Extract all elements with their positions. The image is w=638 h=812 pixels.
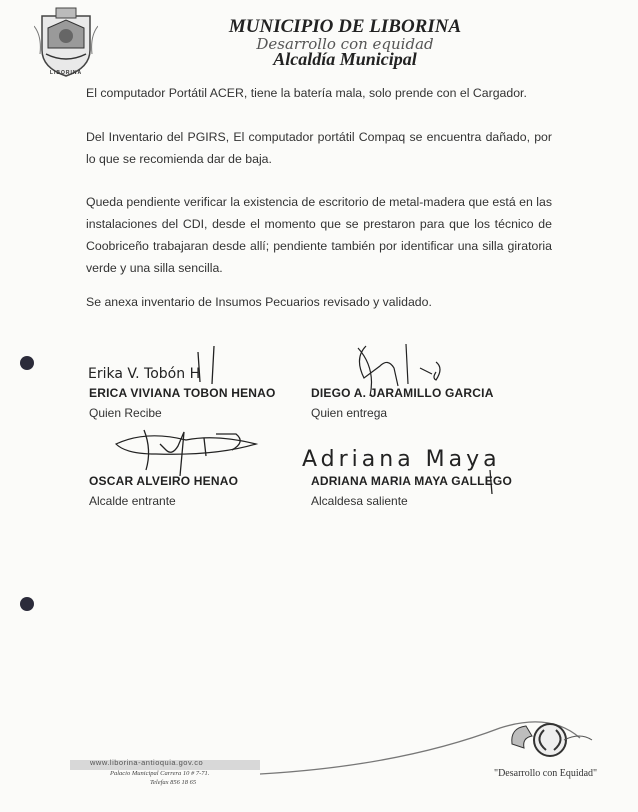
signature-role-erica: Quien Recibe (89, 406, 162, 420)
punch-hole-icon (20, 597, 34, 611)
paragraph-4: Se anexa inventario de Insumos Pecuarios revisado y validado. (86, 295, 432, 309)
signature-oscar-scribble (86, 420, 276, 480)
handwriting-adriana: Adriana Maya (302, 447, 501, 472)
signature-role-diego: Quien entrega (311, 406, 388, 420)
signature-name-erica: ERICA VIVIANA TOBON HENAO (89, 386, 276, 400)
header-slogan: Desarrollo con equidad (256, 35, 434, 53)
paragraph-2: Del Inventario del PGIRS, El computador portátil Compaq se encuentra dañado, por lo que se recomienda dar de baja. (86, 130, 552, 166)
signature-role-oscar: Alcalde entrante (89, 494, 176, 508)
municipal-crest-icon (34, 6, 98, 78)
footer-phone: Telefax 856 18 65 (150, 779, 197, 786)
handwriting-erica: Erika V. Tobón H (88, 366, 201, 382)
punch-hole-icon (20, 356, 34, 370)
signature-erica-scribble (88, 342, 288, 386)
paragraph-1: El computador Portátil ACER, tiene la batería mala, solo prende con el Cargador. (86, 86, 527, 100)
footer-slogan: "Desarrollo con Equidad" (494, 768, 598, 779)
page-title: MUNICIPIO DE LIBORINA (228, 16, 462, 37)
footer-address: Palacio Municipal Carrera 10 # 7-71. (110, 770, 210, 777)
signature-name-adriana: ADRIANA MARIA MAYA GALLEGO (311, 474, 512, 488)
equity-logo-icon (506, 718, 598, 767)
signature-role-adriana: Alcaldesa saliente (311, 494, 408, 508)
paragraph-3: Queda pendiente verificar la existencia de escritorio de metal-madera que está en las instalaciones del CDI, desde el momento que se prestaron para que los técnico de Coobriceño trabajaran desde allí; pendiente también por identificar una silla giratoria verde y una silla sencilla. (86, 195, 552, 275)
footer-website: www.liborina-antioquia.gov.co (90, 758, 204, 767)
signature-name-diego: DIEGO A. JARAMILLO GARCIA (311, 386, 494, 400)
crest-label: LIBORINA (49, 70, 83, 76)
header-subtitle: Alcaldía Municipal (273, 49, 417, 69)
signature-name-oscar: OSCAR ALVEIRO HENAO (89, 474, 239, 488)
